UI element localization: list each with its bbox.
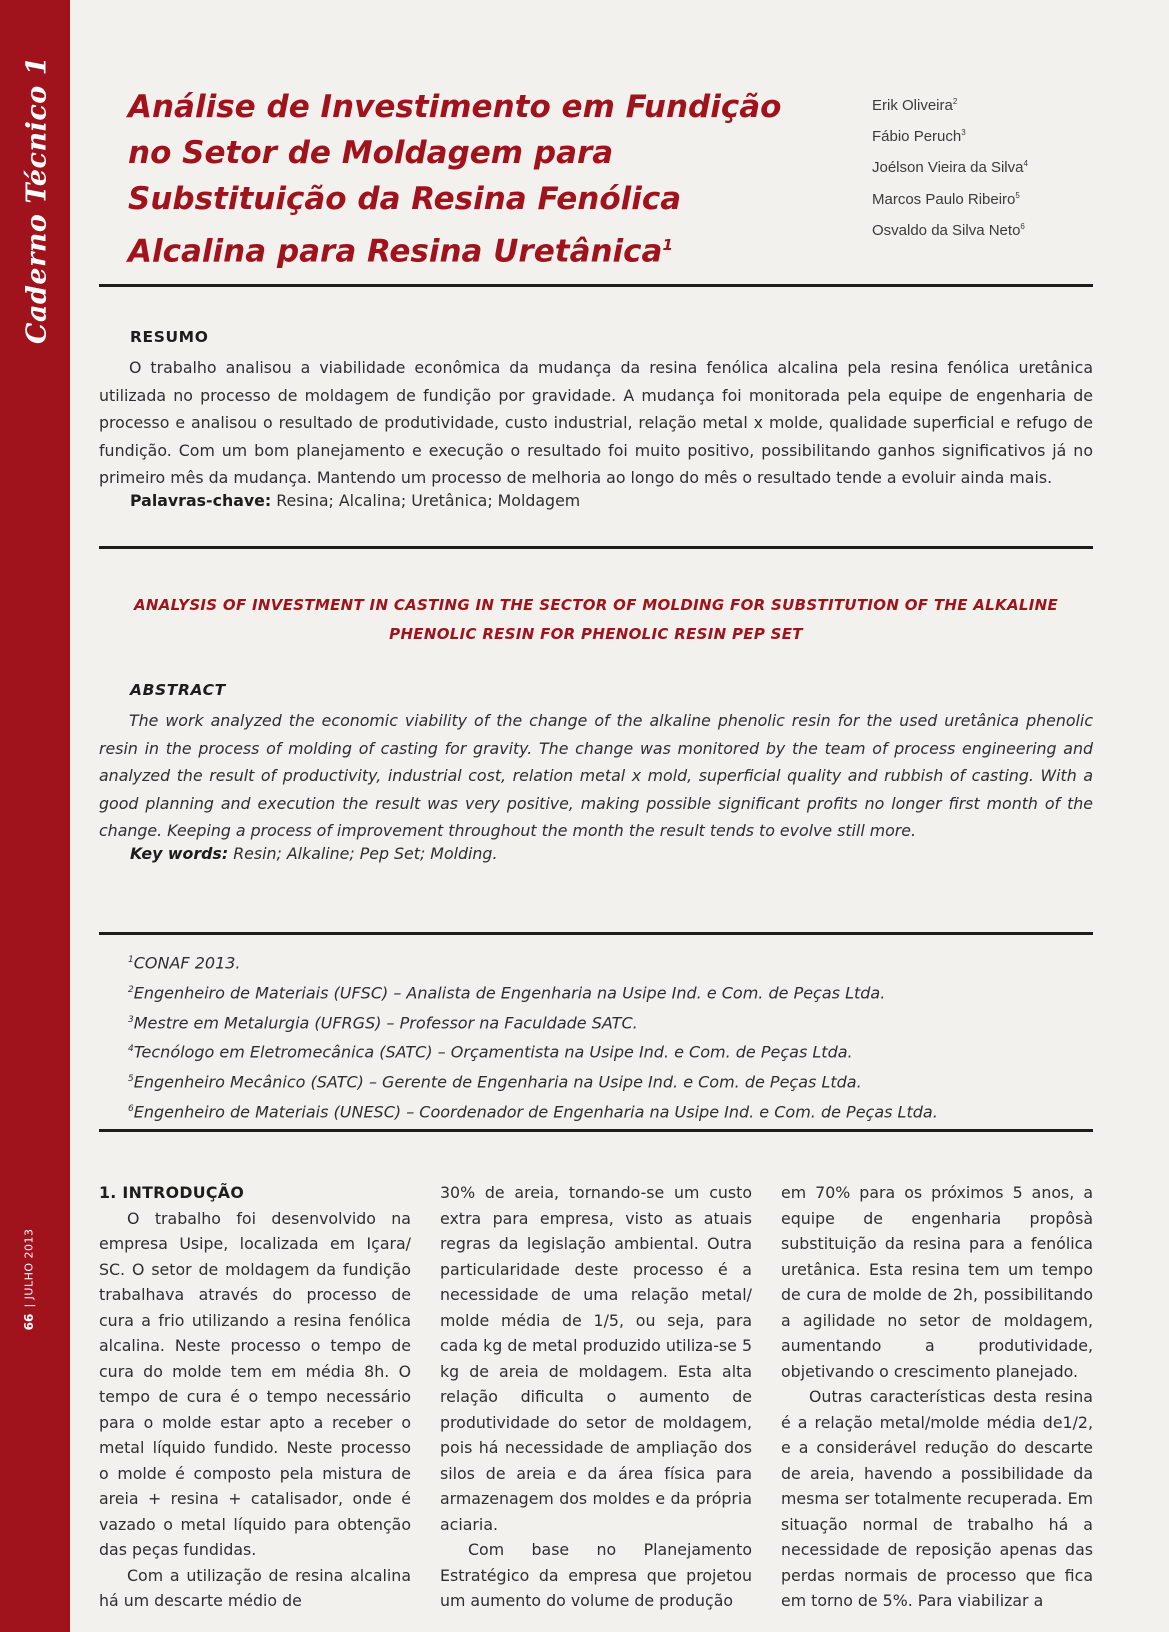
article-title [128, 84, 808, 274]
footnote [128, 947, 938, 977]
body-paragraph [99, 1206, 411, 1563]
author [872, 88, 1028, 119]
abstract-keywords [130, 844, 497, 863]
footnote-text: Engenheiro de Materiais (UNESC) – Coordenador de Engenharia na Usipe Ind. e Com. de Peças Ltda. [133, 1102, 938, 1122]
footnote [128, 1096, 938, 1126]
author-note: 5 [1015, 190, 1020, 200]
english-title-line: ANALYSIS OF INVESTMENT IN CASTING IN THE SECTOR OF MOLDING FOR SUBSTITUTION OF THE ALKALINE [133, 596, 1059, 614]
divider [99, 546, 1093, 549]
footnote [128, 1036, 938, 1066]
author-name: Joélson Vieira da Silva [872, 159, 1024, 177]
author-name: Marcos Paulo Ribeiro [872, 190, 1016, 208]
author [872, 150, 1028, 181]
footnote-text: Engenheiro de Materiais (UFSC) – Analista de Engenharia na Usipe Ind. e Com. de Peças Ltda. [133, 983, 886, 1003]
body-paragraph-text: Com a utilização de resina alcalina há um descarte médio de [99, 1565, 411, 1610]
footnote-number: 4 [128, 1044, 134, 1055]
resumo-text [99, 354, 1093, 492]
article-title-text: Análise de Investimento em Fundição no Setor de Moldagem para Substituição da Resina Fenólica Alcalina para Resina Uretânica [128, 89, 782, 270]
author-note: 2 [952, 97, 958, 106]
body-paragraph [440, 1180, 752, 1537]
footnote-number: 6 [128, 1104, 134, 1115]
footnotes [128, 947, 938, 1126]
footnote [128, 977, 938, 1007]
resumo-keywords [130, 491, 580, 510]
english-title-line: PHENOLIC RESIN FOR PHENOLIC RESIN PEP SET [389, 625, 803, 643]
english-title [99, 591, 1093, 649]
title-footnote-marker: 1 [662, 236, 673, 254]
footnote-number: 1 [128, 955, 134, 965]
body-paragraph-text: 30% de areia, tornando-se um custo extra para empresa, visto as atuais regras da legislação ambiental. Outra particularidade deste processo é a necessidade de uma relação metal/ molde média de 1/5, ou seja, para cada kg de metal produzido utiliza-se 5 kg de areia de moldagem. Esta alta relação dificulta o aumento de produtividade do setor de moldagem, pois há necessidade de ampliação dos silos de areia e da área física para armazenagem dos moldes e da própria aciaria. [440, 1183, 752, 1534]
author-list [872, 88, 1028, 244]
footnote-text: CONAF 2013. [133, 953, 241, 973]
keywords-label: Palavras-chave: [130, 491, 272, 510]
footnote [128, 1066, 938, 1096]
author [872, 213, 1028, 244]
author-note: 4 [1023, 159, 1028, 169]
author-name: Erik Oliveira [872, 97, 953, 114]
footnote-text: Engenheiro Mecânico (SATC) – Gerente de Engenharia na Usipe Ind. e Com. de Peças Ltda. [133, 1072, 862, 1092]
section-heading: 1. INTRODUÇÃO [99, 1183, 245, 1202]
body-column-3 [781, 1180, 1093, 1620]
author-name: Fábio Peruch [872, 128, 962, 146]
footnote [128, 1007, 938, 1037]
author [872, 182, 1028, 213]
sidebar [0, 0, 70, 1632]
abstract-body: The work analyzed the economic viability of the change of the alkaline phenolic resin for the used uretânica phenolic resin in the process of molding of casting for gravity. The change was monitored by the team of process engineering and analyzed the result of productivity, industrial cost, relation metal x mold, superficial quality and rubbish of casting. With a good planning and execution the result was very positive, making possible significant profits no longer first month of the change. Keeping a process of improvement throughout the month the result tends to evolve still more. [99, 711, 1093, 841]
footnote-number: 2 [128, 984, 134, 995]
author-note: 3 [961, 128, 966, 138]
footnote-number: 5 [128, 1074, 134, 1085]
section-label: Caderno Técnico 1 [21, 56, 53, 344]
body-paragraph-text: Com base no Planejamento Estratégico da empresa que projetou um aumento do volume de produção [440, 1540, 752, 1610]
resumo-body: O trabalho analisou a viabilidade econômica da mudança da resina fenólica alcalina pela resina fenólica uretânica utilizada no processo de moldagem de fundição por gravidade. A mudança foi monitorada pela equipe de engenharia de processo e analisou o resultado de produtividade, custo industrial, relação metal x molde, qualidade superficial e refugo de fundição. Com um bom planejamento e execução o resultado foi muito positivo, possibilitando ganhos significativos já no primeiro mês da mudança. Mantendo um processo de melhoria ao longo do mês o resultado tende a evoluir ainda mais. [99, 358, 1093, 488]
body-paragraph [781, 1180, 1093, 1384]
keywords-value: Resina; Alcalina; Uretânica; Moldagem [276, 491, 581, 510]
footnote-number: 3 [128, 1014, 134, 1025]
keywords-value: Resin; Alkaline; Pep Set; Molding. [233, 844, 498, 863]
resumo-heading: RESUMO [130, 328, 209, 346]
body-paragraph [99, 1563, 411, 1614]
abstract-text [99, 707, 1093, 845]
body-paragraph [781, 1384, 1093, 1614]
keywords-label: Key words: [130, 844, 229, 863]
body-column-2 [440, 1180, 752, 1620]
author-note: 6 [1020, 221, 1025, 231]
divider [99, 932, 1093, 935]
body-column-1 [99, 1180, 411, 1620]
footnote-text: Tecnólogo em Eletromecânica (SATC) – Orçamentista na Usipe Ind. e Com. de Peças Ltda. [133, 1042, 853, 1062]
body-paragraph-text: em 70% para os próximos 5 anos, a equipe de engenharia propôsà substituição da resina para a fenólica uretânica. Esta resina tem um tempo de cura de molde de 2h, possibilitando a agilidade no setor de moldagem, aumentando a produtividade, objetivando o crescimento planejado. [781, 1183, 1093, 1381]
divider [99, 284, 1093, 287]
body-paragraph-text: Outras características desta resina é a relação metal/molde média de1/2, e a considerável redução do descarte de areia, havendo a possibilidade da mesma ser totalmente recuperada. Em situação normal de trabalho há a necessidade de reposição apenas das perdas normais de processo que fica em torno de 5%. Para viabilizar a [781, 1387, 1093, 1610]
body-paragraph [440, 1537, 752, 1614]
issue-date: | JULHO 2013 [22, 1228, 36, 1308]
page-number: 66 [22, 1313, 36, 1331]
footnote-text: Mestre em Metalurgia (UFRGS) – Professor na Faculdade SATC. [133, 1012, 638, 1032]
body-paragraph-text: O trabalho foi desenvolvido na empresa Usipe, localizada em Içara/ SC. O setor de moldagem da fundição trabalhava através do processo de cura a frio utilizando a resina fenólica alcalina. Neste processo o tempo de cura do molde tem em média 8h. O tempo de cura é o tempo necessário para o molde estar apto a receber o metal líquido fundido. Neste processo o molde é composto pela mistura de areia + resina + catalisador, onde é vazado o metal líquido para obtenção das peças fundidas. [99, 1208, 411, 1559]
abstract-heading: ABSTRACT [130, 681, 226, 699]
author [872, 119, 1028, 150]
divider [99, 1129, 1093, 1132]
author-name: Osvaldo da Silva Neto [872, 221, 1021, 239]
